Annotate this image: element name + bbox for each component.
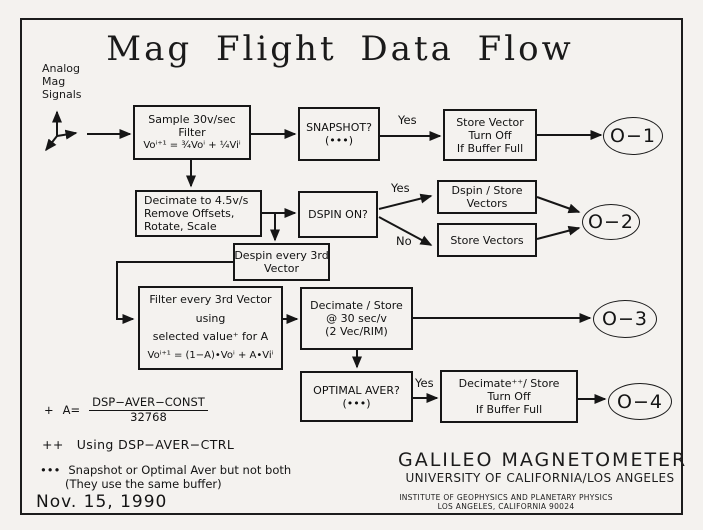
footnote-dsp-aver-ctrl: ++ Using DSP−AVER−CTRL [42, 437, 235, 452]
box-sample-filter: Sample 30v/sec Filter Voⁱ⁺¹ = ¾Voⁱ + ¼Viⁱ [133, 105, 251, 160]
box-decimate-30: Decimate / Store @ 30 sec/v (2 Vec/RIM) [300, 287, 413, 350]
axis-arrow-right [57, 133, 76, 136]
box-optimal-aver: OPTIMAL AVER? (•••) [300, 371, 413, 422]
terminal-o4: O−4 [608, 383, 672, 420]
arrow-storevectors-to-o2 [537, 228, 579, 239]
box-store-vectors: Store Vectors [437, 223, 537, 257]
box-decimate-4-5: Decimate to 4.5v/s Remove Offsets, Rotate, Scale [135, 190, 262, 237]
box-decimate-pp-store: Decimate⁺⁺/ Store Turn Off If Buffer Full [440, 370, 578, 423]
arrow-dspinstore-to-o2 [537, 197, 579, 212]
label-snapshot-yes: Yes [398, 113, 417, 127]
address-line: LOS ANGELES, CALIFORNIA 90024 [437, 502, 575, 511]
box-snapshot: SNAPSHOT? (•••) [298, 107, 380, 161]
page-title: Mag Flight Data Flow [106, 29, 574, 69]
label-dspin-yes: Yes [391, 181, 410, 195]
credits-small-block [399, 493, 613, 511]
fraction-dsp-aver-const: $\frac{\text{DSP−AVER−CONST}}{32768}$ [89, 396, 208, 424]
analog-mag-signals-label: Analog Mag Signals [42, 62, 82, 101]
footnote-a-constant: + A= $\frac{\text{DSP−AVER−CONST}}{32768}$ [44, 396, 208, 424]
terminal-o3: O−3 [593, 300, 657, 338]
axis-arrow-downleft [46, 136, 57, 150]
label-dspin-no: No [396, 234, 412, 248]
project-title: GALILEO MAGNETOMETER [398, 449, 688, 471]
credits-block [398, 449, 688, 485]
arrow-dspin-yes [379, 196, 431, 209]
box-filter-every-3rd: Filter every 3rd Vector using selected value⁺ for A Voⁱ⁺¹ = (1−A)•Voⁱ + A•Viⁱ [138, 286, 283, 370]
terminal-o1: O−1 [603, 117, 663, 155]
university-line: UNIVERSITY OF CALIFORNIA/LOS ANGELES [405, 471, 675, 485]
box-dspin-on: DSPIN ON? [298, 191, 378, 238]
date-label: Nov. 15, 1990 [36, 492, 168, 512]
institute-line: INSTITUTE OF GEOPHYSICS AND PLANETARY PHYSICS [399, 493, 613, 502]
terminal-o2: O−2 [582, 204, 640, 240]
label-optimal-yes: Yes [415, 376, 434, 390]
box-dspin-store-vectors: Dspin / Store Vectors [437, 180, 537, 214]
box-store-vector-turnoff: Store Vector Turn Off If Buffer Full [443, 109, 537, 161]
footnote-snapshot-note: ••• Snapshot or Optimal Aver but not both (They use the same buffer) [40, 463, 292, 491]
box-despin-every-3rd: Despin every 3rd Vector [233, 243, 330, 281]
